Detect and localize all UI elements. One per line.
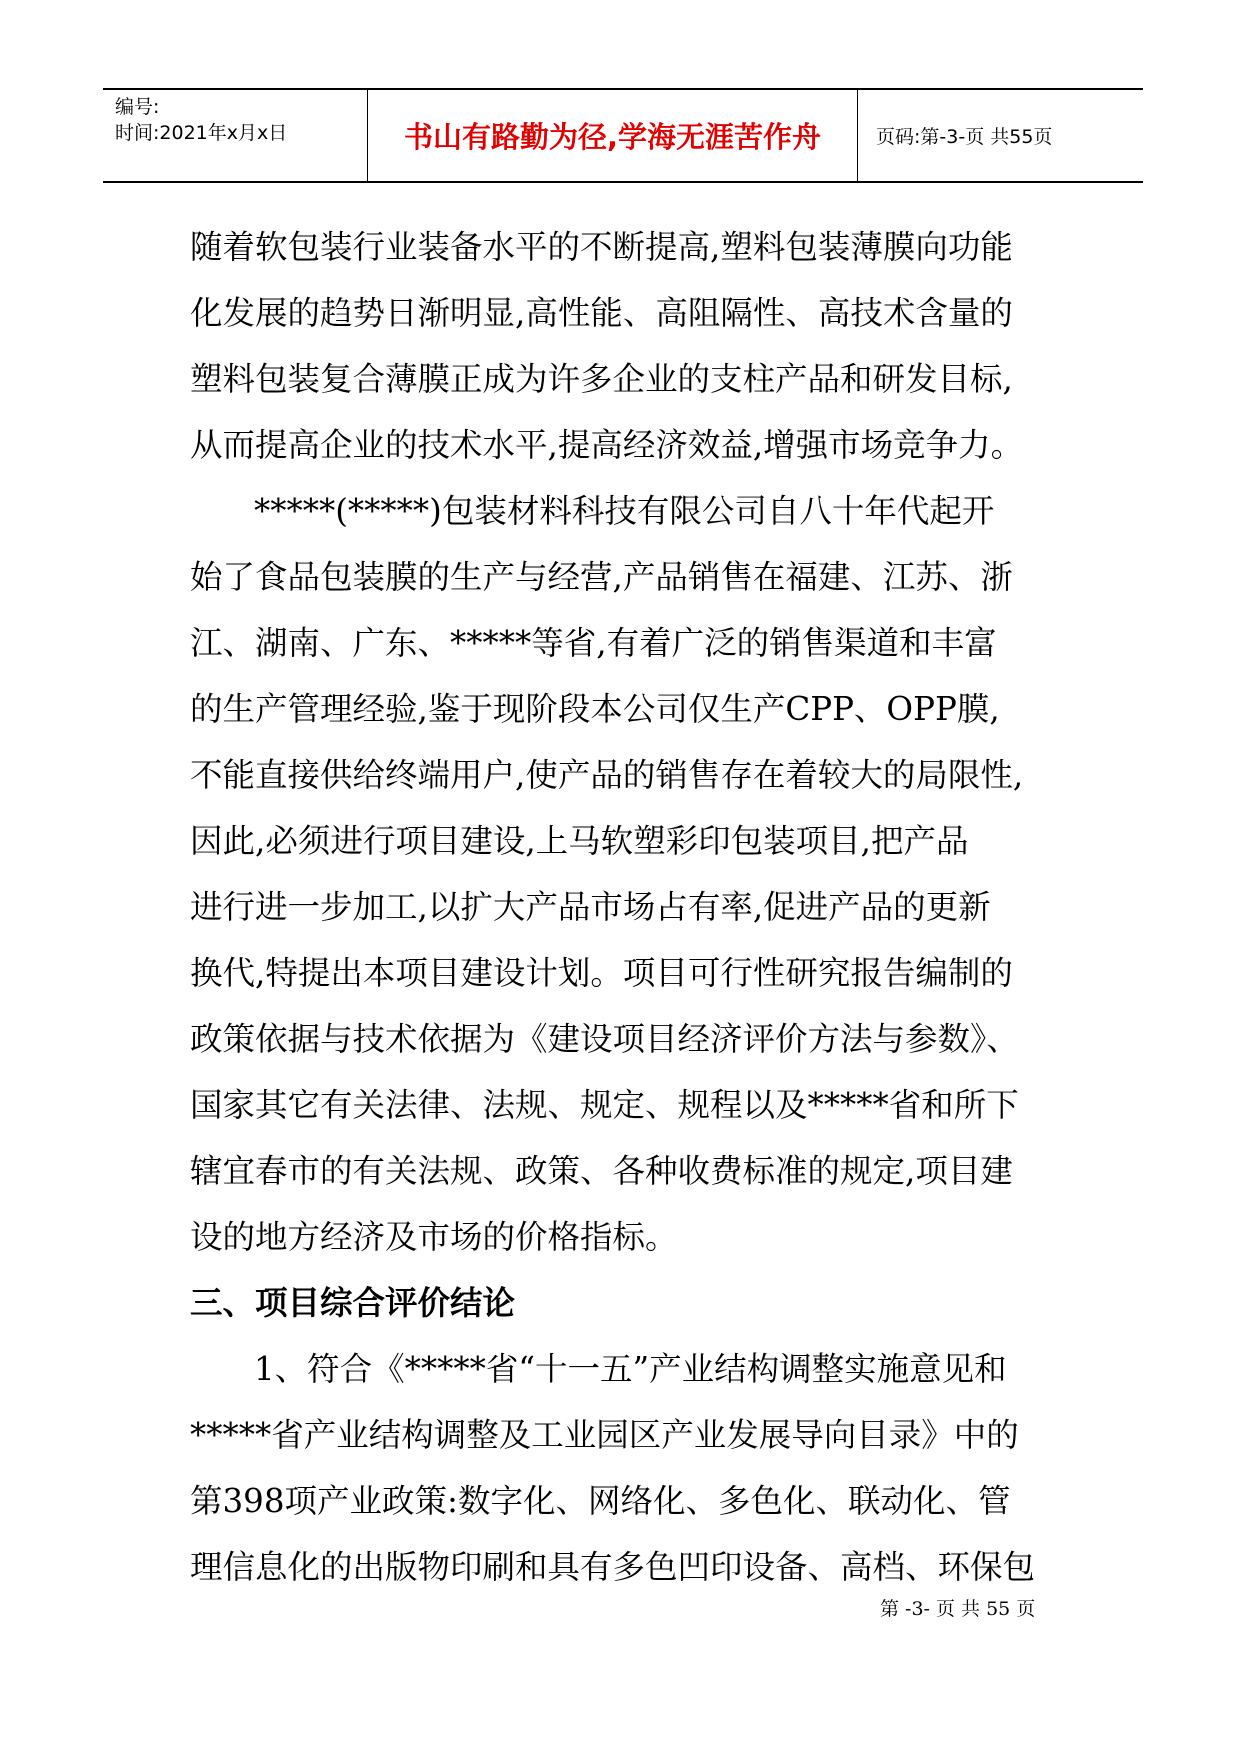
section-heading: 三、项目综合评价结论 [190,1284,516,1322]
body-line: 江、湖南、广东、*****等省,有着广泛的销售渠道和丰富 [190,624,997,662]
document-number-label: 编号: [115,96,160,118]
page-header [103,88,1143,183]
body-line: 因此,必须进行项目建设,上马软塑彩印包装项目,把产品 [190,822,969,860]
body-line: 进行进一步加工,以扩大产品市场占有率,促进产品的更新 [190,888,991,926]
body-line: 换代,特提出本项目建设计划。项目可行性研究报告编制的 [190,954,1013,992]
header-motto: 书山有路勤为径,学海无涯苦作舟 [403,120,822,154]
body-line: 化发展的趋势日渐明显,高性能、高阻隔性、高技术含量的 [190,294,1013,332]
body-line: 始了食品包装膜的生产与经营,产品销售在福建、江苏、浙 [190,558,1013,596]
body-line: 随着软包装行业装备水平的不断提高,塑料包装薄膜向功能 [190,228,1013,266]
body-line: 辖宜春市的有关法规、政策、各种收费标准的规定,项目建 [190,1152,1013,1190]
header-motto-cell [368,90,858,181]
paragraph-first-line: 1、符合《*****省“十一五”产业结构调整实施意见和 [254,1350,1007,1388]
body-line: 的生产管理经验,鉴于现阶段本公司仅生产CPP、OPP膜, [190,690,1000,728]
document-date: 时间:2021年x月x日 [115,122,288,144]
body-line: 第398项产业政策:数字化、网络化、多色化、联动化、管 [190,1482,1011,1520]
header-meta-cell [103,90,368,181]
paragraph-first-line: *****(*****)包装材料科技有限公司自八十年代起开 [254,492,995,530]
document-body [190,214,1070,1600]
page-footer: 第 -3- 页 共 55 页 [880,1598,1036,1620]
body-line: 政策依据与技术依据为《建设项目经济评价方法与参数》、 [190,1020,1019,1058]
body-line: *****省产业结构调整及工业园区产业发展导向目录》中的 [190,1416,1019,1454]
body-line: 塑料包装复合薄膜正成为许多企业的支柱产品和研发目标, [190,360,1013,398]
header-page-number: 页码:第-3-页 共55页 [876,126,1053,148]
body-line: 从而提高企业的技术水平,提高经济效益,增强市场竞争力。 [190,426,1024,464]
body-line: 设的地方经济及市场的价格指标。 [190,1218,678,1256]
body-line: 理信息化的出版物印刷和具有多色凹印设备、高档、环保包 [190,1548,1036,1586]
body-line: 不能直接供给终端用户,使产品的销售存在着较大的局限性, [190,756,1024,794]
body-line: 国家其它有关法律、法规、规定、规程以及*****省和所下 [190,1086,1019,1124]
